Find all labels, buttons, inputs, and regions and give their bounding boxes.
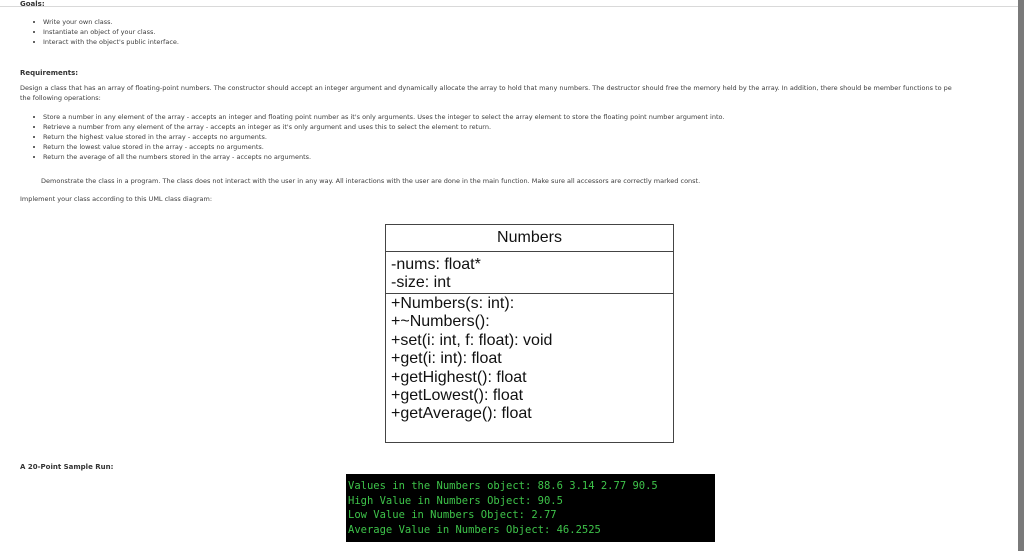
uml-operations — [386, 294, 673, 424]
console-line: Low Value in Numbers Object: 2.77 — [348, 509, 557, 521]
uml-attributes — [386, 252, 673, 294]
uml-operation: +~Numbers(): — [391, 313, 490, 331]
requirement-item: Store a number in any element of the array - accepts an integer and floating point number as it's only arguments. Uses the integer to select the array element to store the floating point number argument into. — [33, 112, 724, 122]
requirement-item: Return the highest value stored in the array - accepts no arguments. — [33, 132, 724, 142]
sample-run-console — [346, 474, 715, 542]
requirement-item: Return the average of all the numbers stored in the array - accepts no arguments. — [33, 152, 724, 162]
requirements-intro-line2: the following operations: — [20, 94, 101, 102]
uml-attribute: -size: int — [391, 274, 451, 292]
uml-operation: +set(i: int, f: float): void — [391, 331, 553, 349]
goal-item: Write your own class. — [33, 17, 179, 27]
requirement-item: Retrieve a number from any element of the array - accepts an integer as it's only argument and uses this to select the element to return. — [33, 122, 724, 132]
uml-operation: +getHighest(): float — [391, 368, 527, 386]
goal-item: Interact with the object's public interface. — [33, 37, 179, 47]
requirement-item: Return the lowest value stored in the array - accepts no arguments. — [33, 142, 724, 152]
uml-operation: +getAverage(): float — [391, 405, 532, 423]
uml-class-name: Numbers — [386, 225, 673, 252]
goals-heading: Goals: — [20, 0, 45, 8]
top-divider — [0, 6, 1018, 7]
uml-class-diagram — [385, 224, 674, 443]
requirements-intro-line1: Design a class that has an array of floating-point numbers. The constructor should accept an integer argument and dynamically allocate the array to hold that many numbers. The destructor should free the memory held by the array. In addition, there should be member functions to pe — [20, 84, 952, 92]
requirements-list — [33, 112, 724, 162]
uml-operation: +get(i: int): float — [391, 350, 502, 368]
sample-run-heading: A 20-Point Sample Run: — [20, 463, 114, 471]
console-line: High Value in Numbers Object: 90.5 — [348, 494, 563, 507]
uml-operation: +Numbers(s: int): — [391, 295, 515, 312]
demonstrate-paragraph: Demonstrate the class in a program. The class does not interact with the user in any way. All interactions with the user are done in the main function. Make sure all accessors are correctly marked const. — [41, 177, 701, 185]
console-line: Values in the Numbers object: 88.6 3.14 2.77 90.5 — [348, 480, 658, 492]
goal-item: Instantiate an object of your class. — [33, 27, 179, 37]
uml-operation: +getLowest(): float — [391, 387, 524, 405]
uml-attribute: -nums: float* — [391, 256, 481, 273]
vertical-scrollbar[interactable] — [1018, 0, 1024, 551]
requirements-heading: Requirements: — [20, 69, 79, 77]
goals-list — [33, 17, 179, 47]
implement-paragraph: Implement your class according to this UML class diagram: — [20, 195, 213, 203]
console-line: Average Value in Numbers Object: 46.2525 — [348, 523, 601, 536]
